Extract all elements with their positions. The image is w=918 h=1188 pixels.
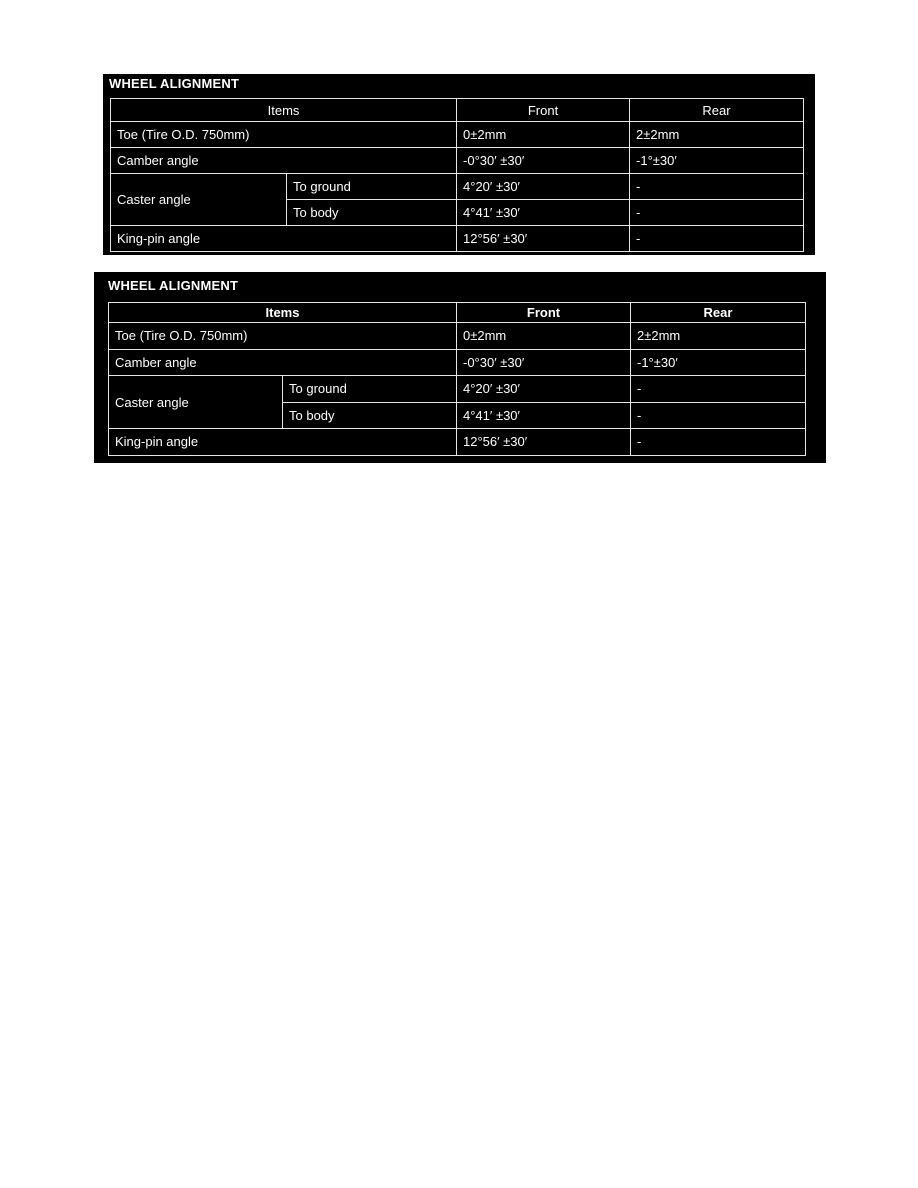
camber-rear: -1°±30′ bbox=[631, 349, 806, 376]
header-rear: Rear bbox=[630, 99, 804, 122]
camber-front: -0°30′ ±30′ bbox=[457, 349, 631, 376]
camber-rear: -1°±30′ bbox=[630, 148, 804, 174]
header-items: Items bbox=[111, 99, 457, 122]
camber-front: -0°30′ ±30′ bbox=[457, 148, 630, 174]
caster-to-body-label: To body bbox=[283, 402, 457, 429]
table-row bbox=[111, 174, 804, 200]
caster-to-ground-front: 4°20′ ±30′ bbox=[457, 174, 630, 200]
kingpin-front: 12°56′ ±30′ bbox=[457, 226, 630, 252]
header-items: Items bbox=[109, 303, 457, 323]
header-front: Front bbox=[457, 99, 630, 122]
caster-to-body-rear: - bbox=[630, 200, 804, 226]
caster-to-ground-label: To ground bbox=[287, 174, 457, 200]
table-row bbox=[109, 376, 806, 403]
toe-label: Toe (Tire O.D. 750mm) bbox=[111, 122, 457, 148]
toe-rear: 2±2mm bbox=[631, 323, 806, 350]
caster-label: Caster angle bbox=[111, 174, 287, 226]
toe-rear: 2±2mm bbox=[630, 122, 804, 148]
caster-to-body-label: To body bbox=[287, 200, 457, 226]
table-row bbox=[109, 323, 806, 350]
toe-front: 0±2mm bbox=[457, 122, 630, 148]
kingpin-front: 12°56′ ±30′ bbox=[457, 429, 631, 456]
caster-to-ground-label: To ground bbox=[283, 376, 457, 403]
wheel-alignment-table bbox=[108, 302, 806, 456]
wheel-alignment-panel-2 bbox=[94, 272, 826, 463]
header-front: Front bbox=[457, 303, 631, 323]
table-row bbox=[111, 226, 804, 252]
panel-title: WHEEL ALIGNMENT bbox=[108, 278, 239, 293]
caster-to-body-front: 4°41′ ±30′ bbox=[457, 200, 630, 226]
caster-to-ground-rear: - bbox=[631, 376, 806, 403]
header-row bbox=[109, 303, 806, 323]
caster-to-body-front: 4°41′ ±30′ bbox=[457, 402, 631, 429]
camber-label: Camber angle bbox=[109, 349, 457, 376]
kingpin-rear: - bbox=[631, 429, 806, 456]
caster-to-ground-rear: - bbox=[630, 174, 804, 200]
table-row bbox=[111, 122, 804, 148]
caster-label: Caster angle bbox=[109, 376, 283, 429]
header-rear: Rear bbox=[631, 303, 806, 323]
panel-title: WHEEL ALIGNMENT bbox=[109, 76, 240, 91]
wheel-alignment-panel-1 bbox=[103, 74, 815, 255]
wheel-alignment-table bbox=[110, 98, 804, 252]
table-row bbox=[111, 148, 804, 174]
table-row bbox=[109, 429, 806, 456]
caster-to-body-rear: - bbox=[631, 402, 806, 429]
header-row bbox=[111, 99, 804, 122]
table-row bbox=[109, 349, 806, 376]
camber-label: Camber angle bbox=[111, 148, 457, 174]
kingpin-label: King-pin angle bbox=[109, 429, 457, 456]
toe-label: Toe (Tire O.D. 750mm) bbox=[109, 323, 457, 350]
toe-front: 0±2mm bbox=[457, 323, 631, 350]
caster-to-ground-front: 4°20′ ±30′ bbox=[457, 376, 631, 403]
kingpin-label: King-pin angle bbox=[111, 226, 457, 252]
kingpin-rear: - bbox=[630, 226, 804, 252]
